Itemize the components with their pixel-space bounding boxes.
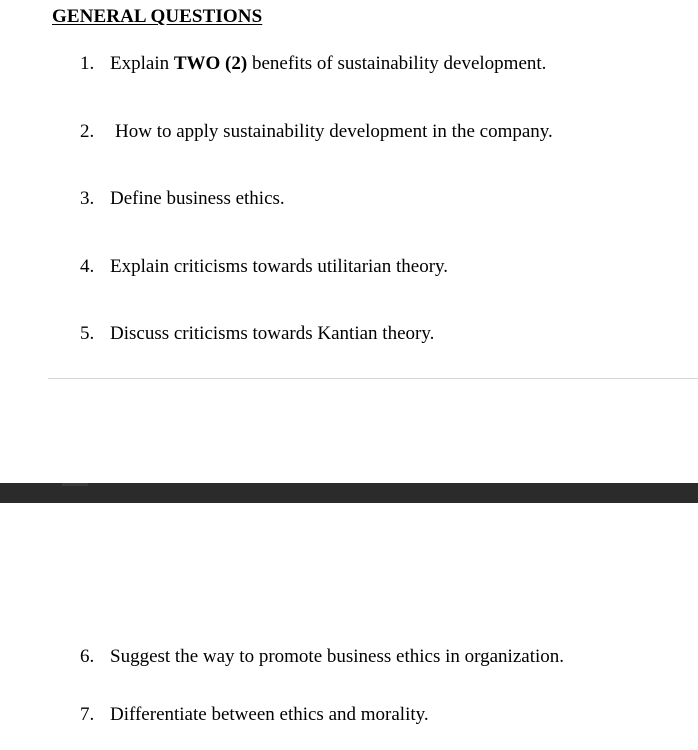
question-item-7 [80, 703, 429, 727]
question-text: Define business ethics. [110, 188, 285, 209]
question-number: 1. [80, 53, 95, 74]
question-item-6 [80, 645, 564, 669]
question-text: Suggest the way to promote business ethics in organization. [110, 646, 564, 667]
page-separator [0, 483, 698, 503]
question-text-post: benefits of sustainability development. [247, 53, 547, 74]
section-heading: GENERAL QUESTIONS [52, 6, 263, 27]
question-number: 7. [80, 704, 95, 725]
question-number: 2. [80, 121, 95, 142]
question-number: 6. [80, 646, 95, 667]
question-item-2 [80, 120, 553, 144]
question-text-bold: TWO (2) [173, 53, 248, 74]
question-text: Differentiate between ethics and morality. [110, 704, 429, 725]
question-number: 5. [80, 323, 95, 344]
question-item-3 [80, 187, 285, 211]
question-number: 3. [80, 188, 95, 209]
page-separator-tab [62, 483, 88, 486]
question-item-4 [80, 255, 448, 279]
question-number: 4. [80, 256, 95, 277]
question-text: How to apply sustainability development in the company. [115, 121, 553, 142]
page-rule-divider [48, 378, 698, 379]
question-item-5 [80, 322, 434, 346]
question-text: Discuss criticisms towards Kantian theory. [110, 323, 435, 344]
question-text-pre: Explain [110, 53, 174, 74]
question-text: Explain criticisms towards utilitarian theory. [110, 256, 449, 277]
question-item-1 [80, 52, 546, 76]
